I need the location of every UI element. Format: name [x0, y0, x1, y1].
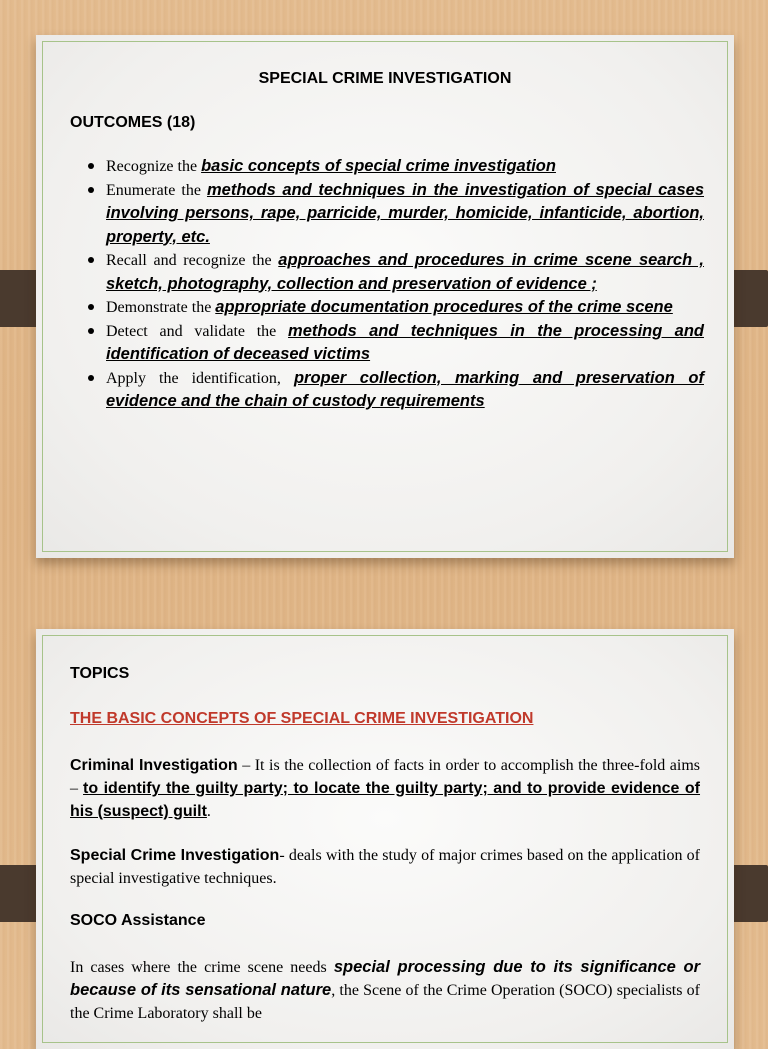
- slide-topics: [36, 629, 734, 1049]
- list-item: [84, 179, 704, 250]
- bullet-icon: [88, 163, 94, 169]
- soco-text: , the Scene of the Crime Operation (SOCO) specialists of the Crime Laboratory shall be: [70, 982, 700, 1022]
- soco-paragraph: [70, 956, 700, 1025]
- term-criminal-investigation: Criminal Investigation: [70, 757, 238, 774]
- bullet-icon: [88, 304, 94, 310]
- item-lead: Apply the identification,: [106, 369, 294, 387]
- item-emphasis: approaches and procedures in crime scene search , sketch, photography, collection and preservation of evidence ;: [106, 251, 704, 293]
- term-special-crime-investigation: Special Crime Investigation: [70, 847, 280, 864]
- outcomes-heading: OUTCOMES (18): [70, 114, 196, 131]
- three-fold-aims: to identify the guilty party; to locate the guilty party; and to provide evidence of his (suspect) guilt: [70, 780, 701, 820]
- item-emphasis: methods and techniques in the investigation of special cases involving persons, rape, parricide, murder, homicide, infanticide, abortion, property, etc.: [106, 180, 704, 246]
- list-item: [84, 249, 704, 296]
- soco-text: In cases where the crime scene needs: [70, 959, 334, 976]
- period: .: [206, 803, 211, 820]
- item-emphasis: methods and techniques in the processing and identification of deceased victims: [106, 321, 704, 363]
- item-emphasis: basic concepts of special crime investigation: [201, 157, 556, 175]
- special-crime-paragraph: [70, 844, 700, 890]
- list-item: [84, 320, 704, 367]
- list-item: [84, 296, 704, 320]
- item-lead: Recognize the: [106, 158, 202, 175]
- topics-heading: TOPICS: [70, 665, 130, 682]
- slide-title: SPECIAL CRIME INVESTIGATION: [258, 70, 512, 87]
- item-lead: Enumerate the: [106, 181, 207, 199]
- criminal-investigation-paragraph: [70, 754, 700, 823]
- item-emphasis: proper collection, marking and preservation of evidence and the chain of custody requirements: [106, 368, 704, 410]
- item-lead: Detect and validate the: [106, 322, 289, 340]
- item-lead: Recall and recognize the: [106, 252, 279, 269]
- slide-outcomes: [36, 35, 734, 558]
- list-item: [84, 367, 704, 414]
- item-emphasis: appropriate documentation procedures of the crime scene: [215, 298, 673, 316]
- definition-text: – It is the collection of facts in order to accomplish the three-fold aims –: [70, 757, 701, 797]
- item-lead: Demonstrate the: [106, 299, 216, 316]
- list-item: [84, 155, 704, 179]
- soco-emphasis: special processing due to its significance or because of its sensational nature: [70, 958, 700, 999]
- outcomes-list: [84, 155, 704, 414]
- bullet-icon: [88, 187, 94, 193]
- definition-text: - deals with the study of major crimes based on the application of special investigative techniques.: [70, 847, 700, 887]
- bullet-icon: [88, 375, 94, 381]
- bullet-icon: [88, 328, 94, 334]
- section-heading: THE BASIC CONCEPTS OF SPECIAL CRIME INVESTIGATION: [70, 710, 534, 727]
- bullet-icon: [88, 257, 94, 263]
- soco-heading: SOCO Assistance: [70, 912, 206, 929]
